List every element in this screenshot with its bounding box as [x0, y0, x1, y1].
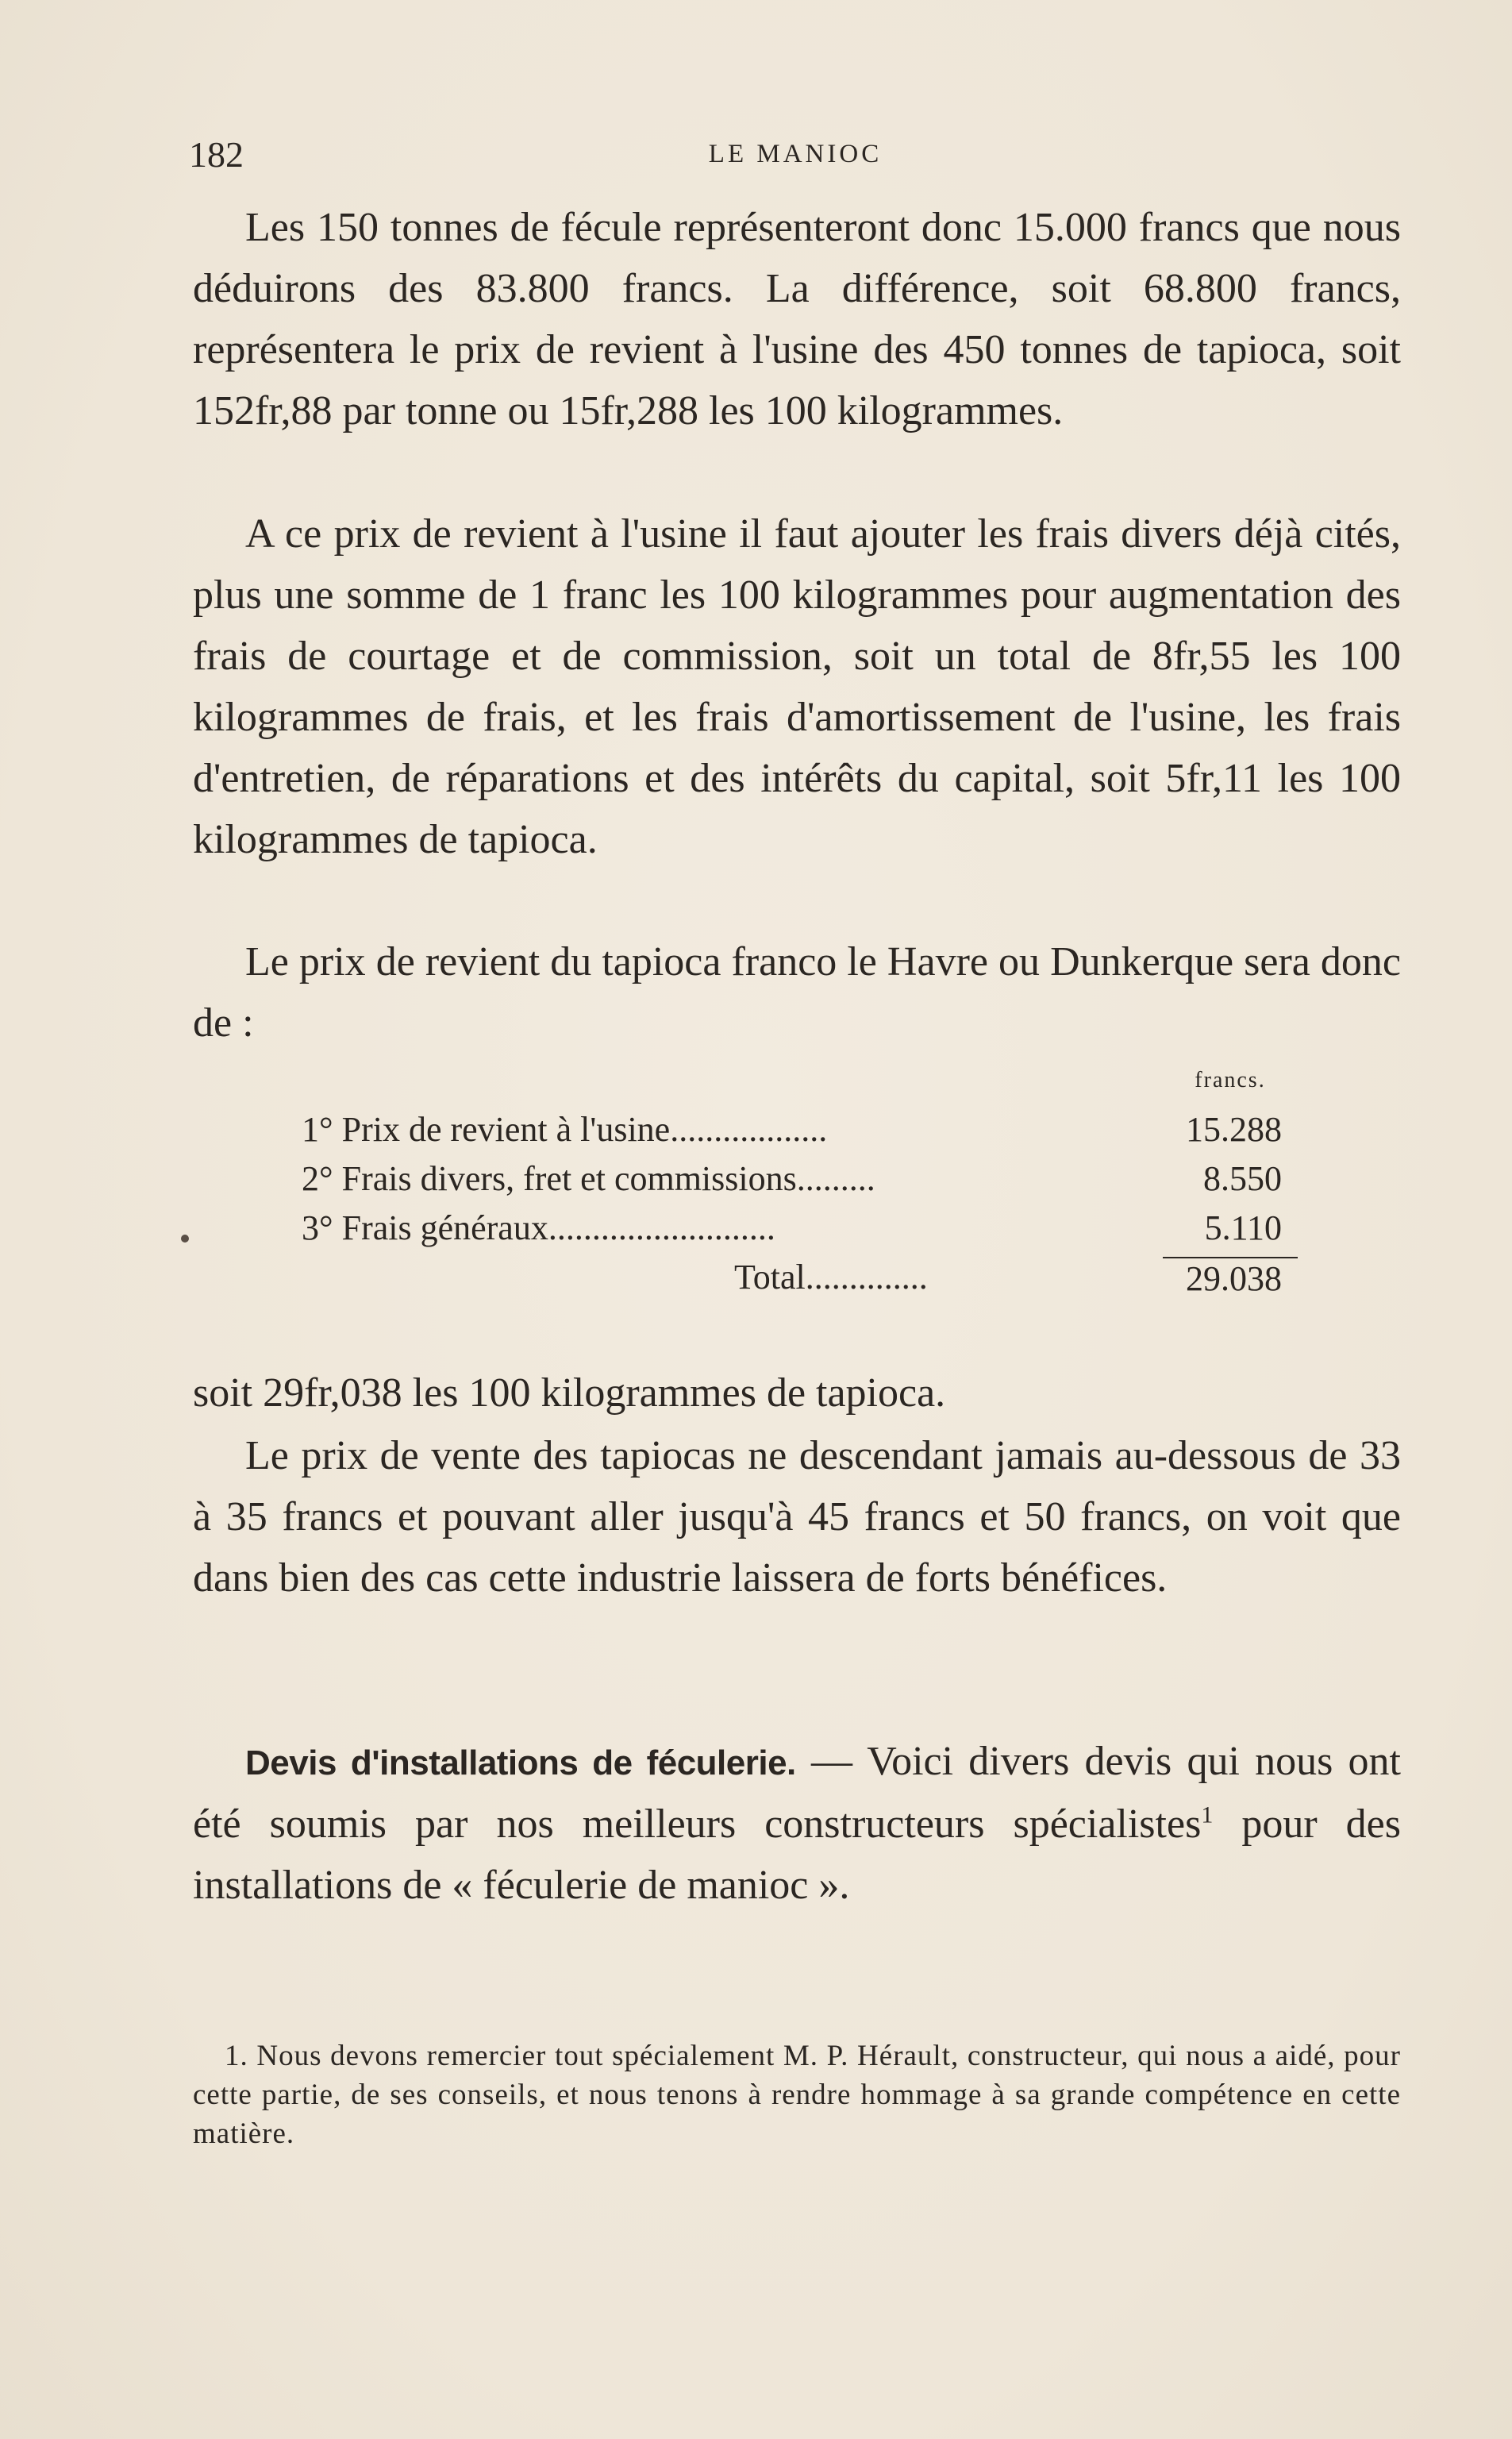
paragraph-3-text: Le prix de revient du tapioca franco le Havre ou Dunkerque sera donc de : [193, 939, 1401, 1046]
section-text-end: pour des installations de « féculerie de manioc ». [193, 1801, 1401, 1908]
section-text: Voici divers devis qui nous ont été soumis par nos meilleurs constructeurs spécialistes [193, 1739, 1401, 1847]
footnote: 1. Nous devons remercier tout spécialement M. P. Hérault, constructeur, qui nous a aidé, pour cette partie, de ses conseils, et nous tenons à rendre hommage à sa grande compétence en cette matière. [193, 2040, 1401, 2150]
table-row-label: 1° Prix de revient à l'usine.................. [302, 1110, 828, 1149]
table-row-value: 8.550 [1203, 1159, 1282, 1198]
paragraph-1 [193, 197, 1401, 441]
section-paragraph [193, 1731, 1401, 1916]
paragraph-1-text: Les 150 tonnes de fécule représenteront donc 15.000 francs que nous déduirons des 83.800 francs. La différence, soit 68.800 francs, représentera le prix de revient à l'usine des 450 tonnes de tapioca, soit 152fr,88 par tonne ou 15fr,288 les 100 kilogrammes. [193, 205, 1401, 433]
paragraph-4-text: soit 29fr,038 les 100 kilogrammes de tapioca. [193, 1370, 946, 1416]
table-row-value: 15.288 [1186, 1110, 1282, 1149]
table-row-label: 3° Frais généraux.......................... [302, 1208, 775, 1247]
table-total-value: 29.038 [1163, 1257, 1298, 1299]
table-row [302, 1158, 1298, 1206]
page-header [189, 133, 1402, 181]
paragraph-2-text: A ce prix de revient à l'usine il faut ajouter les frais divers déjà cités, plus une somme de 1 franc les 100 kilogrammes pour augmentation des frais de courtage et de commission, soit un total de 8fr,55 les 100 kilogrammes de frais, et les frais d'amortissement de l'usine, les frais d'entretien, de réparations et des intérêts du capital, soit 5fr,11 les 100 kilogrammes de tapioca. [193, 511, 1401, 862]
table-row [302, 1208, 1298, 1255]
table-row-label: 2° Frais divers, fret et commissions......... [302, 1159, 875, 1198]
paragraph-5-text: Le prix de vente des tapiocas ne descendant jamais au-dessous de 33 à 35 francs et pouvant aller jusqu'à 45 francs et 50 francs, on voit que dans bien des cas cette industrie laissera de forts bénéfices. [193, 1433, 1401, 1601]
page-number: 182 [189, 134, 244, 175]
running-title: LE MANIOC [708, 140, 883, 168]
table-row-value: 5.110 [1204, 1208, 1282, 1247]
footnote-reference: 1 [1201, 1801, 1214, 1828]
margin-mark [181, 1235, 189, 1243]
section-title: Devis d'installations de féculerie. [245, 1744, 796, 1782]
table-total-label: Total.............. [734, 1258, 928, 1297]
paragraph-5 [193, 1425, 1401, 1609]
paragraph-3 [193, 931, 1401, 1054]
table-unit-header: francs. [1195, 1068, 1266, 1092]
paragraph-2 [193, 503, 1401, 870]
paragraph-4 [193, 1362, 1401, 1424]
table-row [302, 1109, 1298, 1157]
price-table [302, 1068, 1298, 1306]
section-devis [193, 1731, 1401, 1916]
table-total-row [302, 1257, 1298, 1304]
section-dash: — [795, 1739, 868, 1784]
